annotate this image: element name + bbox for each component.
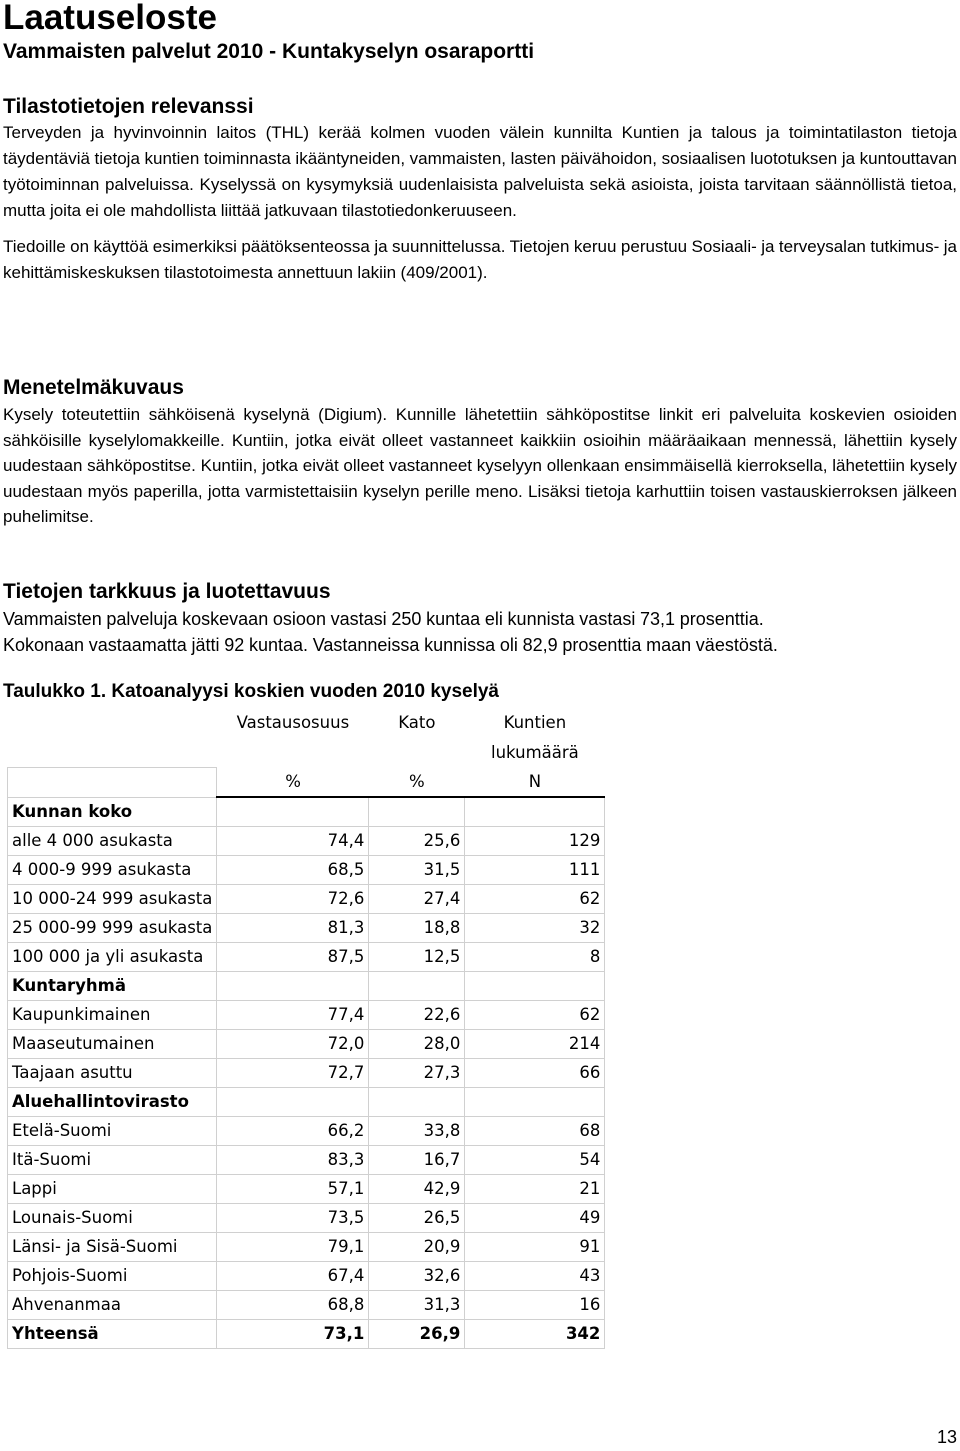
municipality-count-cell: 129 <box>465 826 605 855</box>
table-group-row <box>8 1087 605 1116</box>
row-label: Länsi- ja Sisä-Suomi <box>8 1232 217 1261</box>
municipality-count-cell: 62 <box>465 884 605 913</box>
unit-municipality-count: N <box>465 767 605 797</box>
row-label: Aluehallintovirasto <box>8 1087 217 1116</box>
response-rate-cell: 66,2 <box>217 1116 369 1145</box>
column-header-municipality-count-line1: Kuntien <box>503 712 567 732</box>
nonresponse-table <box>7 707 605 1349</box>
municipality-count-cell: 342 <box>465 1319 605 1348</box>
response-rate-cell <box>217 971 369 1000</box>
nonresponse-cell <box>369 1087 465 1116</box>
municipality-count-cell <box>465 971 605 1000</box>
response-rate-cell: 57,1 <box>217 1174 369 1203</box>
municipality-count-cell: 16 <box>465 1290 605 1319</box>
response-rate-cell: 73,1 <box>217 1319 369 1348</box>
unit-response-rate: % <box>217 767 369 797</box>
section-heading-relevance: Tilastotietojen relevanssi <box>3 95 254 118</box>
table-header-row <box>8 707 605 737</box>
nonresponse-cell: 28,0 <box>369 1029 465 1058</box>
municipality-count-cell: 54 <box>465 1145 605 1174</box>
table-row <box>8 855 605 884</box>
section-accuracy <box>3 578 957 658</box>
section-relevance <box>3 93 957 286</box>
row-label: Maaseutumainen <box>8 1029 217 1058</box>
municipality-count-cell: 49 <box>465 1203 605 1232</box>
response-rate-cell: 72,7 <box>217 1058 369 1087</box>
municipality-count-cell: 68 <box>465 1116 605 1145</box>
response-rate-cell: 72,6 <box>217 884 369 913</box>
response-rate-cell: 72,0 <box>217 1029 369 1058</box>
table-row <box>8 1116 605 1145</box>
response-rate-cell <box>217 1087 369 1116</box>
response-rate-cell <box>217 797 369 826</box>
row-label: 25 000-99 999 asukasta <box>8 913 217 942</box>
table-row <box>8 1203 605 1232</box>
row-label: Kaupunkimainen <box>8 1000 217 1029</box>
table-row <box>8 1174 605 1203</box>
row-label: Lappi <box>8 1174 217 1203</box>
table-total-row <box>8 1319 605 1348</box>
nonresponse-cell <box>369 797 465 826</box>
nonresponse-cell: 25,6 <box>369 826 465 855</box>
response-rate-cell: 74,4 <box>217 826 369 855</box>
table-header-corner <box>8 707 217 737</box>
table-row <box>8 826 605 855</box>
document-title: Laatuseloste <box>3 0 217 37</box>
response-rate-cell: 73,5 <box>217 1203 369 1232</box>
table-row <box>8 1145 605 1174</box>
municipality-count-cell: 66 <box>465 1058 605 1087</box>
response-rate-cell: 83,3 <box>217 1145 369 1174</box>
municipality-count-cell: 32 <box>465 913 605 942</box>
response-rate-cell: 67,4 <box>217 1261 369 1290</box>
row-label: Kuntaryhmä <box>8 971 217 1000</box>
table-caption: Taulukko 1. Katoanalyysi koskien vuoden 2010 kyselyä <box>3 681 499 702</box>
response-rate-cell: 68,5 <box>217 855 369 884</box>
response-rate-cell: 77,4 <box>217 1000 369 1029</box>
nonresponse-cell: 22,6 <box>369 1000 465 1029</box>
table-group-row <box>8 797 605 826</box>
nonresponse-cell: 26,5 <box>369 1203 465 1232</box>
nonresponse-cell <box>369 971 465 1000</box>
table-group-row <box>8 971 605 1000</box>
nonresponse-cell: 31,5 <box>369 855 465 884</box>
table-row <box>8 913 605 942</box>
table-row <box>8 1290 605 1319</box>
row-label: Taajaan asuttu <box>8 1058 217 1087</box>
table-row <box>8 1029 605 1058</box>
table-header-row-2 <box>8 737 605 767</box>
nonresponse-cell: 31,3 <box>369 1290 465 1319</box>
nonresponse-cell: 27,3 <box>369 1058 465 1087</box>
row-label: 100 000 ja yli asukasta <box>8 942 217 971</box>
row-label: Pohjois-Suomi <box>8 1261 217 1290</box>
nonresponse-cell: 33,8 <box>369 1116 465 1145</box>
table-row <box>8 1232 605 1261</box>
municipality-count-cell: 62 <box>465 1000 605 1029</box>
method-paragraph: Kysely toteutettiin sähköisenä kyselynä (Digium). Kunnille lähetettiin sähköpostitse linkit eri palveluita koskevien osioiden sähköisille kyselylomakkeille. Kuntiin, jotka eivät olleet vastanneet kaikkiin osioihin määräaikaan mennessä, lähettiin kysely uudestaan sähköpostitse. Kuntiin, jotka eivät olleet vastanneet kyselyyn ollenkaan ensimmäisellä kierroksella, lähetettiin kysely uudestaan myös paperilla, jotta varmistettaisiin kyselyn perille meno. Lisäksi tietoja karhuttiin toisen vastauskierroksen jälkeen puhelimitse. <box>3 405 957 527</box>
row-label: Yhteensä <box>8 1319 217 1348</box>
municipality-count-cell <box>465 1087 605 1116</box>
row-label: alle 4 000 asukasta <box>8 826 217 855</box>
nonresponse-cell: 26,9 <box>369 1319 465 1348</box>
row-label: Itä-Suomi <box>8 1145 217 1174</box>
table-row <box>8 1058 605 1087</box>
nonresponse-cell: 16,7 <box>369 1145 465 1174</box>
section-heading-method: Menetelmäkuvaus <box>3 376 184 399</box>
municipality-count-cell <box>465 797 605 826</box>
nonresponse-cell: 42,9 <box>369 1174 465 1203</box>
nonresponse-cell: 12,5 <box>369 942 465 971</box>
municipality-count-cell: 43 <box>465 1261 605 1290</box>
row-label: 10 000-24 999 asukasta <box>8 884 217 913</box>
column-header-nonresponse: Kato <box>398 712 436 732</box>
municipality-count-cell: 8 <box>465 942 605 971</box>
nonresponse-cell: 27,4 <box>369 884 465 913</box>
unit-nonresponse: % <box>369 767 465 797</box>
nonresponse-cell: 18,8 <box>369 913 465 942</box>
row-label: Kunnan koko <box>8 797 217 826</box>
section-method <box>3 374 957 530</box>
row-label: 4 000-9 999 asukasta <box>8 855 217 884</box>
table-row <box>8 1000 605 1029</box>
response-rate-cell: 79,1 <box>217 1232 369 1261</box>
table-body <box>8 707 605 1348</box>
table-row <box>8 884 605 913</box>
accuracy-line-2: Kokonaan vastaamatta jätti 92 kuntaa. Vastanneissa kunnissa oli 82,9 prosenttia maan väestöstä. <box>3 635 778 655</box>
table-row <box>8 942 605 971</box>
relevance-paragraph-2: Tiedoille on käyttöä esimerkiksi päätöksenteossa ja suunnittelussa. Tietojen keruu perustuu Sosiaali- ja terveysalan tutkimus- ja kehittämiskeskuksen tilastotoimesta annettuun lakiin (409/2001). <box>3 237 957 282</box>
section-heading-accuracy: Tietojen tarkkuus ja luotettavuus <box>3 580 331 603</box>
table-unit-row <box>8 767 605 797</box>
nonresponse-cell: 32,6 <box>369 1261 465 1290</box>
accuracy-line-1: Vammaisten palveluja koskevaan osioon vastasi 250 kuntaa eli kunnista vastasi 73,1 prosenttia. <box>3 609 764 629</box>
row-label: Ahvenanmaa <box>8 1290 217 1319</box>
response-rate-cell: 68,8 <box>217 1290 369 1319</box>
document-subtitle: Vammaisten palvelut 2010 - Kuntakyselyn osaraportti <box>3 40 535 63</box>
page-number: 13 <box>936 1427 957 1447</box>
relevance-paragraph-1: Terveyden ja hyvinvoinnin laitos (THL) kerää kolmen vuoden välein kunnilta Kuntien ja talous ja toimintatilaston tietoja täydentäviä tietoja kuntien toiminnasta ikääntyneiden, vammaisten, lasten päivähoidon, sosiaalisen luototuksen ja kuntouttavan työtoiminnan palveluissa. Kyselyssä on kysymyksiä uudenlaisista palveluista sekä asioista, joista tarvitaan säännöllistä tietoa, mutta joita ei ole mahdollista liittää jatkuvaan tilastotiedonkeruuseen. <box>3 123 957 220</box>
row-label: Lounais-Suomi <box>8 1203 217 1232</box>
municipality-count-cell: 91 <box>465 1232 605 1261</box>
table-row <box>8 1261 605 1290</box>
nonresponse-cell: 20,9 <box>369 1232 465 1261</box>
row-label: Etelä-Suomi <box>8 1116 217 1145</box>
response-rate-cell: 81,3 <box>217 913 369 942</box>
municipality-count-cell: 214 <box>465 1029 605 1058</box>
column-header-municipality-count-line2: lukumäärä <box>491 742 579 762</box>
municipality-count-cell: 21 <box>465 1174 605 1203</box>
municipality-count-cell: 111 <box>465 855 605 884</box>
column-header-response-rate: Vastausosuus <box>236 712 350 732</box>
response-rate-cell: 87,5 <box>217 942 369 971</box>
